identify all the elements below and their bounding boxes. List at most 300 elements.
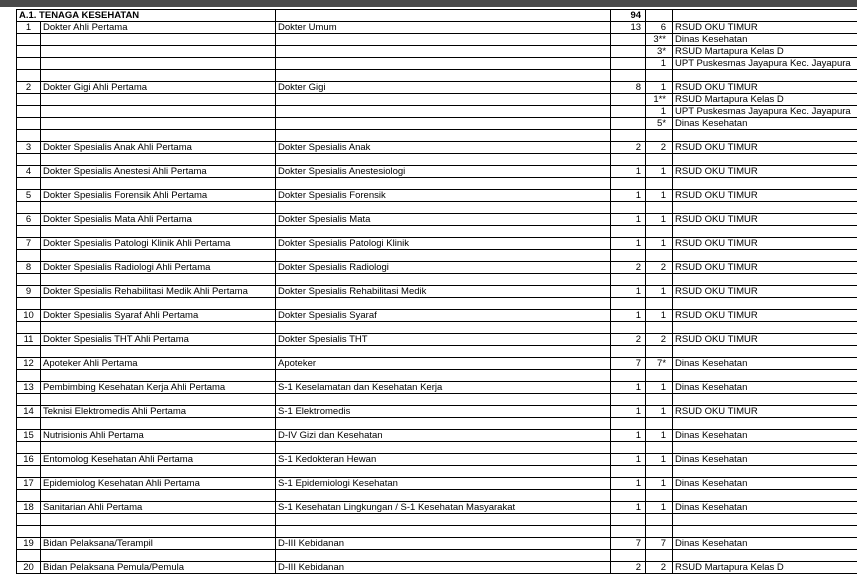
position-name: Bidan Pelaksana/Terampil (41, 538, 276, 550)
total-needed: 1 (611, 166, 646, 178)
work-unit (673, 178, 857, 190)
row-number: 5 (17, 190, 41, 202)
work-unit (673, 202, 857, 214)
total-needed (611, 346, 646, 358)
qualification: D-IV Gizi dan Kesehatan (276, 430, 611, 442)
work-unit (673, 418, 857, 430)
work-unit: RSUD OKU TIMUR (673, 22, 857, 34)
allocation-count (646, 226, 673, 238)
qualification (276, 154, 611, 166)
allocation-count: 1 (646, 382, 673, 394)
row-number (17, 226, 41, 238)
table-row (17, 406, 857, 418)
allocation-count: 3** (646, 34, 673, 46)
work-unit: Dinas Kesehatan (673, 478, 857, 490)
table-row (17, 274, 857, 286)
work-unit (673, 274, 857, 286)
row-number (17, 118, 41, 130)
position-name (41, 514, 276, 526)
total-needed (611, 70, 646, 82)
work-unit: RSUD OKU TIMUR (673, 214, 857, 226)
position-name (41, 466, 276, 478)
section-header-row (17, 10, 857, 22)
work-unit (673, 346, 857, 358)
table-row (17, 430, 857, 442)
total-needed: 1 (611, 286, 646, 298)
allocation-count (646, 202, 673, 214)
section-total: 94 (611, 10, 646, 22)
qualification (276, 394, 611, 406)
work-unit: Dinas Kesehatan (673, 430, 857, 442)
row-number: 16 (17, 454, 41, 466)
work-unit: Dinas Kesehatan (673, 382, 857, 394)
qualification: Dokter Spesialis Anestesiologi (276, 166, 611, 178)
table-row (17, 346, 857, 358)
row-number: 6 (17, 214, 41, 226)
total-needed: 13 (611, 22, 646, 34)
position-name (41, 34, 276, 46)
allocation-count: 1 (646, 58, 673, 70)
position-name: Entomolog Kesehatan Ahli Pertama (41, 454, 276, 466)
work-unit: Dinas Kesehatan (673, 358, 857, 370)
position-name (41, 274, 276, 286)
table-body (17, 10, 857, 574)
row-number (17, 526, 41, 538)
row-number (17, 58, 41, 70)
table-row (17, 70, 857, 82)
position-name: Teknisi Elektromedis Ahli Pertama (41, 406, 276, 418)
total-needed: 2 (611, 562, 646, 574)
work-unit: Dinas Kesehatan (673, 502, 857, 514)
qualification: S-1 Kesehatan Lingkungan / S-1 Kesehatan Masyarakat (276, 502, 611, 514)
allocation-count (646, 130, 673, 142)
qualification (276, 202, 611, 214)
work-unit: RSUD OKU TIMUR (673, 262, 857, 274)
table-row (17, 298, 857, 310)
total-needed (611, 550, 646, 562)
row-number: 9 (17, 286, 41, 298)
table-row (17, 550, 857, 562)
total-needed: 1 (611, 406, 646, 418)
table-row (17, 538, 857, 550)
position-name: Nutrisionis Ahli Pertama (41, 430, 276, 442)
work-unit: RSUD OKU TIMUR (673, 334, 857, 346)
work-unit: RSUD OKU TIMUR (673, 238, 857, 250)
allocation-count: 1 (646, 454, 673, 466)
total-needed (611, 370, 646, 382)
allocation-count (646, 346, 673, 358)
total-needed (611, 34, 646, 46)
position-name (41, 106, 276, 118)
table-row (17, 226, 857, 238)
row-number (17, 106, 41, 118)
table-row (17, 502, 857, 514)
allocation-count: 1 (646, 238, 673, 250)
qualification: D-III Kebidanan (276, 538, 611, 550)
row-number (17, 94, 41, 106)
total-needed (611, 298, 646, 310)
qualification: Dokter Gigi (276, 82, 611, 94)
position-name (41, 58, 276, 70)
table-row (17, 178, 857, 190)
allocation-count: 1 (646, 406, 673, 418)
row-number (17, 202, 41, 214)
table-row (17, 370, 857, 382)
total-needed (611, 154, 646, 166)
row-number: 2 (17, 82, 41, 94)
row-number: 20 (17, 562, 41, 574)
qualification: Dokter Spesialis Rehabilitasi Medik (276, 286, 611, 298)
work-unit: RSUD OKU TIMUR (673, 82, 857, 94)
total-needed (611, 418, 646, 430)
position-name (41, 490, 276, 502)
row-number: 18 (17, 502, 41, 514)
position-name: Dokter Spesialis Mata Ahli Pertama (41, 214, 276, 226)
total-needed: 8 (611, 82, 646, 94)
allocation-count (646, 394, 673, 406)
qualification (276, 250, 611, 262)
work-unit (673, 322, 857, 334)
allocation-count (646, 526, 673, 538)
qualification (276, 70, 611, 82)
row-number: 1 (17, 22, 41, 34)
work-unit: Dinas Kesehatan (673, 538, 857, 550)
qualification (276, 34, 611, 46)
position-name (41, 70, 276, 82)
work-unit: RSUD OKU TIMUR (673, 406, 857, 418)
qualification: D-III Kebidanan (276, 562, 611, 574)
section-blank (276, 10, 611, 22)
total-needed (611, 274, 646, 286)
table-row (17, 394, 857, 406)
section-title: A.1. TENAGA KESEHATAN (17, 10, 276, 22)
allocation-count: 7 (646, 538, 673, 550)
work-unit: UPT Puskesmas Jayapura Kec. Jayapura (673, 58, 857, 70)
position-name (41, 118, 276, 130)
total-needed: 1 (611, 190, 646, 202)
work-unit: RSUD OKU TIMUR (673, 190, 857, 202)
table-row (17, 190, 857, 202)
row-number: 12 (17, 358, 41, 370)
row-number (17, 490, 41, 502)
row-number (17, 178, 41, 190)
allocation-count: 1 (646, 502, 673, 514)
qualification (276, 550, 611, 562)
work-unit (673, 550, 857, 562)
work-unit: Dinas Kesehatan (673, 118, 857, 130)
qualification (276, 322, 611, 334)
qualification (276, 418, 611, 430)
work-unit: RSUD Martapura Kelas D (673, 46, 857, 58)
table-row (17, 478, 857, 490)
table-row (17, 526, 857, 538)
total-needed (611, 394, 646, 406)
position-name: Dokter Spesialis Radiologi Ahli Pertama (41, 262, 276, 274)
total-needed (611, 202, 646, 214)
total-needed (611, 466, 646, 478)
row-number: 19 (17, 538, 41, 550)
allocation-count: 1 (646, 430, 673, 442)
work-unit: UPT Puskesmas Jayapura Kec. Jayapura (673, 106, 857, 118)
row-number (17, 70, 41, 82)
total-needed: 2 (611, 262, 646, 274)
position-name: Bidan Pelaksana Pemula/Pemula (41, 562, 276, 574)
position-name: Sanitarian Ahli Pertama (41, 502, 276, 514)
allocation-count: 1 (646, 478, 673, 490)
total-needed (611, 514, 646, 526)
row-number: 8 (17, 262, 41, 274)
qualification (276, 106, 611, 118)
top-bar (0, 0, 857, 7)
row-number (17, 250, 41, 262)
total-needed: 7 (611, 358, 646, 370)
allocation-count: 5* (646, 118, 673, 130)
position-name: Dokter Gigi Ahli Pertama (41, 82, 276, 94)
position-name (41, 130, 276, 142)
total-needed: 1 (611, 214, 646, 226)
total-needed: 2 (611, 142, 646, 154)
total-needed (611, 178, 646, 190)
allocation-count: 1 (646, 214, 673, 226)
row-number (17, 550, 41, 562)
table-row (17, 286, 857, 298)
qualification: S-1 Kedokteran Hewan (276, 454, 611, 466)
row-number (17, 394, 41, 406)
row-number (17, 514, 41, 526)
position-name: Dokter Spesialis Rehabilitasi Medik Ahli Pertama (41, 286, 276, 298)
table-row (17, 22, 857, 34)
position-name: Dokter Ahli Pertama (41, 22, 276, 34)
row-number (17, 418, 41, 430)
position-name (41, 322, 276, 334)
qualification (276, 346, 611, 358)
position-name (41, 46, 276, 58)
total-needed (611, 118, 646, 130)
allocation-count: 1** (646, 94, 673, 106)
work-unit (673, 394, 857, 406)
allocation-count (646, 70, 673, 82)
work-unit: Dinas Kesehatan (673, 34, 857, 46)
table-row (17, 418, 857, 430)
row-number: 4 (17, 166, 41, 178)
table-row (17, 250, 857, 262)
position-name: Pembimbing Kesehatan Kerja Ahli Pertama (41, 382, 276, 394)
total-needed: 1 (611, 238, 646, 250)
work-unit (673, 526, 857, 538)
work-unit (673, 466, 857, 478)
qualification (276, 274, 611, 286)
table-row (17, 562, 857, 574)
work-unit (673, 70, 857, 82)
total-needed (611, 46, 646, 58)
work-unit: RSUD Martapura Kelas D (673, 94, 857, 106)
total-needed: 1 (611, 502, 646, 514)
row-number (17, 370, 41, 382)
work-unit: RSUD OKU TIMUR (673, 286, 857, 298)
allocation-count: 1 (646, 166, 673, 178)
qualification: S-1 Elektromedis (276, 406, 611, 418)
total-needed: 1 (611, 478, 646, 490)
table-row (17, 130, 857, 142)
qualification: Dokter Umum (276, 22, 611, 34)
position-name (41, 550, 276, 562)
row-number (17, 346, 41, 358)
allocation-count: 1 (646, 310, 673, 322)
qualification (276, 298, 611, 310)
total-needed: 2 (611, 334, 646, 346)
work-unit: RSUD OKU TIMUR (673, 166, 857, 178)
position-name: Dokter Spesialis Forensik Ahli Pertama (41, 190, 276, 202)
total-needed (611, 322, 646, 334)
allocation-count: 1 (646, 82, 673, 94)
row-number: 10 (17, 310, 41, 322)
work-unit (673, 130, 857, 142)
position-name (41, 202, 276, 214)
position-name: Apoteker Ahli Pertama (41, 358, 276, 370)
total-needed (611, 490, 646, 502)
total-needed (611, 226, 646, 238)
table-row (17, 454, 857, 466)
position-name (41, 370, 276, 382)
position-name (41, 346, 276, 358)
table-row (17, 238, 857, 250)
table-row (17, 514, 857, 526)
row-number (17, 34, 41, 46)
qualification: Dokter Spesialis Forensik (276, 190, 611, 202)
allocation-count (646, 490, 673, 502)
qualification (276, 490, 611, 502)
qualification: Dokter Spesialis THT (276, 334, 611, 346)
table-row (17, 106, 857, 118)
qualification (276, 442, 611, 454)
table-row (17, 34, 857, 46)
work-unit (673, 250, 857, 262)
allocation-count: 2 (646, 262, 673, 274)
allocation-count: 1 (646, 286, 673, 298)
section-blank (673, 10, 857, 22)
allocation-count (646, 178, 673, 190)
qualification (276, 466, 611, 478)
position-name (41, 526, 276, 538)
row-number (17, 130, 41, 142)
table-row (17, 214, 857, 226)
table-row (17, 358, 857, 370)
position-name: Dokter Spesialis Anak Ahli Pertama (41, 142, 276, 154)
qualification (276, 526, 611, 538)
qualification: S-1 Epidemiologi Kesehatan (276, 478, 611, 490)
position-name: Dokter Spesialis Anestesi Ahli Pertama (41, 166, 276, 178)
table-row (17, 118, 857, 130)
position-name (41, 442, 276, 454)
position-name: Dokter Spesialis Patologi Klinik Ahli Pertama (41, 238, 276, 250)
row-number: 14 (17, 406, 41, 418)
row-number: 15 (17, 430, 41, 442)
work-unit (673, 442, 857, 454)
position-name (41, 418, 276, 430)
allocation-count: 6 (646, 22, 673, 34)
total-needed (611, 130, 646, 142)
position-name: Dokter Spesialis THT Ahli Pertama (41, 334, 276, 346)
position-name: Dokter Spesialis Syaraf Ahli Pertama (41, 310, 276, 322)
total-needed (611, 526, 646, 538)
position-name (41, 178, 276, 190)
table-row (17, 466, 857, 478)
formation-table (16, 9, 857, 574)
qualification (276, 226, 611, 238)
work-unit (673, 154, 857, 166)
qualification (276, 46, 611, 58)
qualification (276, 58, 611, 70)
allocation-count: 2 (646, 562, 673, 574)
work-unit: RSUD Martapura Kelas D (673, 562, 857, 574)
position-name (41, 250, 276, 262)
qualification: Dokter Spesialis Patologi Klinik (276, 238, 611, 250)
row-number (17, 46, 41, 58)
allocation-count (646, 274, 673, 286)
qualification: Dokter Spesialis Syaraf (276, 310, 611, 322)
allocation-count (646, 514, 673, 526)
table-row (17, 322, 857, 334)
table-row (17, 46, 857, 58)
row-number (17, 154, 41, 166)
table-row (17, 94, 857, 106)
work-unit (673, 226, 857, 238)
table-row (17, 490, 857, 502)
section-blank (646, 10, 673, 22)
total-needed: 7 (611, 538, 646, 550)
qualification (276, 118, 611, 130)
table-row (17, 310, 857, 322)
row-number: 7 (17, 238, 41, 250)
position-name: Epidemiolog Kesehatan Ahli Pertama (41, 478, 276, 490)
total-needed (611, 106, 646, 118)
allocation-count: 7* (646, 358, 673, 370)
allocation-count (646, 466, 673, 478)
work-unit: Dinas Kesehatan (673, 454, 857, 466)
position-name (41, 154, 276, 166)
table-row (17, 166, 857, 178)
total-needed (611, 58, 646, 70)
table-row (17, 58, 857, 70)
qualification: Dokter Spesialis Anak (276, 142, 611, 154)
qualification: S-1 Keselamatan dan Kesehatan Kerja (276, 382, 611, 394)
qualification: Dokter Spesialis Radiologi (276, 262, 611, 274)
qualification (276, 370, 611, 382)
allocation-count: 1 (646, 190, 673, 202)
allocation-count (646, 298, 673, 310)
total-needed (611, 94, 646, 106)
work-unit: RSUD OKU TIMUR (673, 142, 857, 154)
allocation-count (646, 370, 673, 382)
work-unit (673, 490, 857, 502)
position-name (41, 298, 276, 310)
table-row (17, 202, 857, 214)
position-name (41, 94, 276, 106)
allocation-count: 2 (646, 142, 673, 154)
total-needed (611, 250, 646, 262)
row-number (17, 322, 41, 334)
allocation-count (646, 442, 673, 454)
row-number (17, 442, 41, 454)
qualification (276, 130, 611, 142)
row-number: 17 (17, 478, 41, 490)
total-needed (611, 442, 646, 454)
total-needed: 1 (611, 310, 646, 322)
allocation-count (646, 322, 673, 334)
table-row (17, 442, 857, 454)
allocation-count: 1 (646, 106, 673, 118)
allocation-count: 3* (646, 46, 673, 58)
